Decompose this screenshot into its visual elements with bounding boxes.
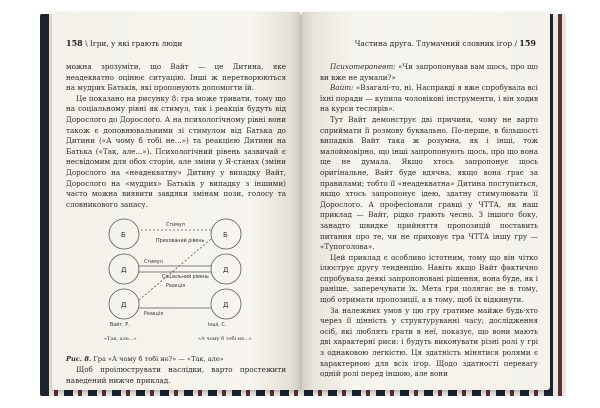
label-adult-right: Д	[223, 266, 229, 275]
label-adult-left: Д	[121, 266, 127, 275]
right-person-quote: «А чому б тобі не...»	[198, 336, 252, 343]
dialog-text-2: «Взагалі-то, ні. Насправді я вже спробувала всі їхні поради — купила чоловікові інструменти, і він ходив на курси теслярів».	[320, 83, 538, 114]
left-page	[52, 12, 300, 390]
label-response-bottom: Реакція	[144, 312, 164, 318]
open-book	[52, 12, 552, 394]
dialog-speaker-1: Психотерапевт:	[330, 62, 396, 71]
label-child-right: Д	[223, 301, 229, 310]
dialog-line-2	[320, 83, 538, 115]
right-page-number: 159	[519, 38, 536, 48]
right-body-text	[320, 62, 538, 380]
right-running-head	[355, 38, 536, 48]
label-social-level: Соціальний рівень	[162, 275, 209, 281]
label-child-left: Д	[121, 301, 127, 310]
figure-caption	[66, 354, 286, 365]
left-person-quote: «Так, але...»	[104, 336, 137, 343]
left-head-separator: \	[85, 39, 90, 48]
right-head-separator: /	[514, 39, 520, 48]
left-running-title: Ігри, у які грають люди	[89, 39, 183, 48]
right-paragraph-2: Цей приклад є особливо істотним, тому що він чітко ілюструє другу тенденцію. Навіть якщо Вайт фактично спробувала деякі запропоновані рішення, вона буде, як і раніше, заперечувати їх. Мета гри полягає не в тому, щоб отримати пропозиції, а в тому, щоб їх відкинути.	[320, 252, 538, 305]
right-paragraph-3: За належних умов у цю гру гратиме майже будь-хто через її цінність у структуруванні часу; дослідження осіб, які люблять грати в неї, показує, що вони мають дві характерні риси: і будуть виконувати різні ролі у грі з однаковою легкістю. Ця здатність мінятися ролями є характерною для всіх ігор. Щодо здатності перевагу одній ролі перед іншою, але вони	[320, 305, 538, 379]
arrow-response-hidden	[139, 239, 211, 300]
dialog-speaker-2: Вайт:	[330, 83, 354, 93]
left-page-number: 158	[66, 38, 83, 48]
figure-8	[66, 214, 286, 352]
left-paragraph-3: Щоб проілюструвати наслідки, варто простежити наведений нижче приклад.	[66, 364, 286, 385]
label-stimulus-top: Стимул	[166, 223, 185, 229]
right-paragraph-1: Тут Вайт демонструє дві причини, чому не варто сприймати її розмову буквально. По-перше, в більшості випадків Вайт така ж розумна, як і інші, тож малоймовірно, що інші запропонують щось, про що вона ще не думала. Якщо хтось запропонує щось оригінальне, Вайт буде вдячна, якщо вона грає за правилами; тобто її «неадекватна» Дитина поступиться, якщо хтось запропонує ідею, здатну стимулювати її Дорослого. А професіонали гравці у ЧТТА, як наш приклад — Вайт, рідко грають чесно. З іншого боку, занадто швидке прийняття пропозицій поставить питання про те, чи не приховує гра ЧТТА іншу гру — «Тупоголова».	[320, 114, 538, 252]
caption-label: Рис. 8.	[66, 355, 92, 364]
transaction-diagram	[104, 214, 254, 332]
left-paragraph-2: Це показано на рисунку 8: гра може тривати, тому що на соціальному рівні як стимул, так і реакція будуть від Дорослого до Дорослого. А на психологічному рівні вони також є доповнювальними зі стимулом від Батька до Дитини («А чому б тобі не...») та реакцією Дитини на Батька («Так, але...»). Психологічний рівень зазвичай є несвідомим для обох сторін, але зміни у Я-станах (зміни Дорослого на «неадекватну» Дитину у випадку Вайт, Дорослого на «мудрих» Батьків у випадку з іншими) часто можна виявити завдяки змінам пози, голосу та словникового запасу.	[66, 93, 286, 209]
right-person-name: Інші, С.	[208, 323, 227, 329]
label-stimulus-middle: Стимул	[144, 260, 163, 266]
dialog-text-1: «Чи запропонував вам щось, про що ви вже не думали?»	[320, 62, 538, 82]
left-paragraph-1: можна зрозуміти, що Вайт — це Дитина, яке неадекватно оцінює ситуацію. Інші ж перетворюються на мудрих Батьків, які пропонують допомогти їй.	[66, 62, 286, 93]
label-hidden-level: Прихований рівень	[156, 239, 205, 245]
left-body-text	[66, 62, 286, 386]
label-parent-left: Б	[121, 231, 126, 240]
label-response-middle: Реакція	[166, 284, 186, 290]
dialog-line-1	[320, 62, 538, 83]
label-parent-right: Б	[223, 231, 228, 240]
right-page	[302, 12, 550, 390]
caption-text: Гра «А чому б тобі не?» — «Так, але»	[93, 355, 224, 364]
left-running-head	[66, 38, 182, 48]
left-person-name: Вайт, Р.	[110, 323, 130, 329]
right-running-title: Частина друга. Тлумачний словник ігор	[354, 39, 513, 48]
